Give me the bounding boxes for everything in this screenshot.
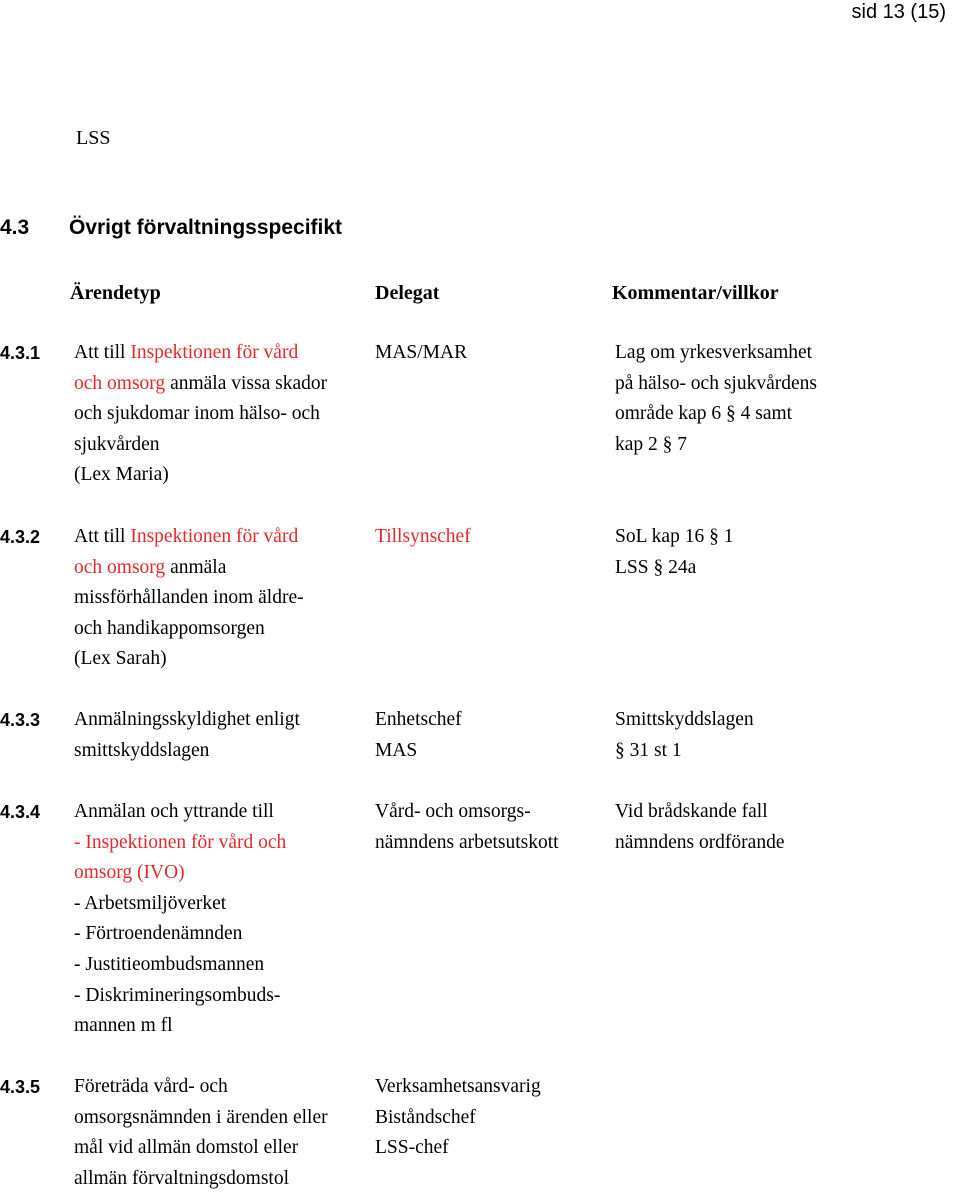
cell-line — [615, 553, 733, 584]
cell-arendetyp — [74, 705, 300, 766]
section-heading — [0, 215, 342, 241]
cell-delegat — [375, 797, 559, 858]
cell-line — [74, 950, 286, 981]
highlighted-text: Inspektionen för vård — [130, 526, 299, 547]
cell-kommentar — [615, 797, 784, 858]
cell-line — [615, 828, 784, 859]
cell-line — [74, 614, 304, 645]
cell-line — [74, 430, 327, 461]
cell-line — [375, 338, 467, 369]
cell-line — [74, 399, 327, 430]
row-number: 4.3.3 — [0, 710, 41, 730]
text-segment: - Diskrimineringsombuds- — [74, 984, 281, 1006]
text-segment: anmäla — [165, 556, 227, 578]
cell-line — [615, 369, 817, 400]
text-segment: § 31 st 1 — [615, 739, 682, 761]
cell-line — [74, 644, 304, 675]
highlighted-text: - Inspektionen för vård och — [74, 831, 287, 853]
cell-line — [615, 522, 733, 553]
column-header-arendetyp: Ärendetyp — [70, 282, 161, 304]
text-segment: (Lex Sarah) — [74, 648, 167, 670]
text-segment: Enhetschef — [375, 709, 462, 730]
lss-label: LSS — [76, 127, 111, 149]
cell-line — [74, 1011, 286, 1042]
cell-line — [615, 736, 754, 767]
cell-line — [375, 522, 471, 553]
text-segment: Biståndschef — [375, 1106, 476, 1128]
cell-arendetyp — [74, 338, 327, 491]
section-title: Övrigt förvaltningsspecifikt — [69, 216, 343, 239]
text-segment: mål vid allmän domstol eller — [74, 1137, 299, 1159]
highlighted-text: omsorg (IVO) — [74, 862, 185, 884]
cell-line — [615, 338, 817, 369]
highlighted-text: och omsorg — [74, 556, 166, 578]
cell-kommentar — [615, 338, 817, 460]
cell-line — [375, 705, 462, 736]
row-number: 4.3.1 — [0, 343, 41, 363]
cell-line — [74, 1072, 328, 1103]
highlighted-text: och omsorg — [74, 372, 166, 394]
cell-line — [74, 705, 300, 736]
text-segment: område kap 6 § 4 samt — [615, 403, 793, 425]
highlighted-text: Inspektionen för vård — [130, 342, 299, 363]
cell-line — [375, 1133, 541, 1164]
cell-line — [615, 705, 754, 736]
cell-line — [375, 1072, 541, 1103]
page-number: sid 13 (15) — [851, 1, 946, 23]
text-segment: - Justitieombudsmannen — [74, 953, 265, 975]
cell-delegat — [375, 338, 467, 369]
cell-delegat — [375, 1072, 541, 1164]
text-segment: Att till — [74, 342, 131, 363]
text-segment: på hälso- och sjukvårdens — [615, 372, 817, 394]
text-segment: nämndens arbetsutskott — [375, 831, 559, 853]
text-segment: Att till — [74, 526, 131, 547]
text-segment: anmäla vissa skador — [165, 372, 328, 394]
text-segment: Anmälningsskyldighet enligt — [74, 709, 300, 730]
cell-line — [615, 797, 784, 828]
text-segment: Företräda vård- och — [74, 1076, 228, 1097]
cell-line — [74, 1164, 328, 1194]
highlighted-text: Tillsynschef — [375, 526, 471, 547]
text-segment: (Lex Maria) — [74, 464, 169, 486]
row-number: 4.3.2 — [0, 527, 41, 547]
text-segment: mannen m fl — [74, 1015, 173, 1037]
cell-line — [74, 553, 304, 584]
text-segment: sjukvården — [74, 433, 160, 455]
text-segment: nämndens ordförande — [615, 831, 785, 853]
section-number: 4.3 — [0, 216, 30, 239]
cell-delegat — [375, 705, 462, 766]
cell-line — [74, 828, 286, 859]
text-segment: - Arbetsmiljöverket — [74, 892, 227, 914]
text-segment: SoL kap 16 § 1 — [615, 526, 734, 547]
text-segment: allmän förvaltningsdomstol — [74, 1167, 290, 1189]
text-segment: Lag om yrkesverksamhet — [615, 342, 813, 363]
cell-line — [615, 399, 817, 430]
text-segment: Verksamhetsansvarig — [375, 1076, 541, 1097]
text-segment: missförhållanden inom äldre- — [74, 587, 304, 609]
text-segment: Vård- och omsorgs- — [375, 801, 531, 822]
cell-line — [74, 460, 327, 491]
text-segment: omsorgsnämnden i ärenden eller — [74, 1106, 328, 1128]
cell-line — [74, 522, 304, 553]
cell-line — [375, 797, 559, 828]
cell-line — [375, 828, 559, 859]
column-header-delegat: Delegat — [375, 282, 440, 304]
text-segment: - Förtroendenämnden — [74, 923, 243, 945]
text-segment: kap 2 § 7 — [615, 433, 688, 455]
cell-line — [74, 338, 327, 369]
cell-line — [375, 1103, 541, 1134]
row-number: 4.3.5 — [0, 1077, 41, 1097]
cell-arendetyp — [74, 1072, 328, 1194]
text-segment: smittskyddslagen — [74, 739, 210, 761]
cell-line — [74, 889, 286, 920]
column-header-kommentar: Kommentar/villkor — [612, 282, 779, 304]
cell-line — [74, 1103, 328, 1134]
cell-line — [375, 736, 462, 767]
cell-kommentar — [615, 705, 754, 766]
row-number: 4.3.4 — [0, 802, 41, 822]
text-segment: Vid brådskande fall — [615, 801, 768, 822]
text-segment: LSS-chef — [375, 1137, 449, 1159]
cell-line — [74, 858, 286, 889]
text-segment: Anmälan och yttrande till — [74, 801, 274, 822]
text-segment: Smittskyddslagen — [615, 709, 754, 730]
cell-arendetyp — [74, 797, 286, 1042]
cell-delegat — [375, 522, 471, 553]
cell-line — [74, 736, 300, 767]
cell-kommentar — [615, 522, 733, 583]
cell-line — [615, 430, 817, 461]
cell-line — [74, 797, 286, 828]
text-segment: MAS/MAR — [375, 342, 468, 363]
cell-line — [74, 981, 286, 1012]
cell-arendetyp — [74, 522, 304, 675]
cell-line — [74, 919, 286, 950]
cell-line — [74, 1133, 328, 1164]
text-segment: och handikappomsorgen — [74, 617, 265, 639]
text-segment: MAS — [375, 739, 418, 761]
cell-line — [74, 369, 327, 400]
text-segment: LSS § 24a — [615, 556, 697, 578]
cell-line — [74, 583, 304, 614]
text-segment: och sjukdomar inom hälso- och — [74, 403, 320, 425]
